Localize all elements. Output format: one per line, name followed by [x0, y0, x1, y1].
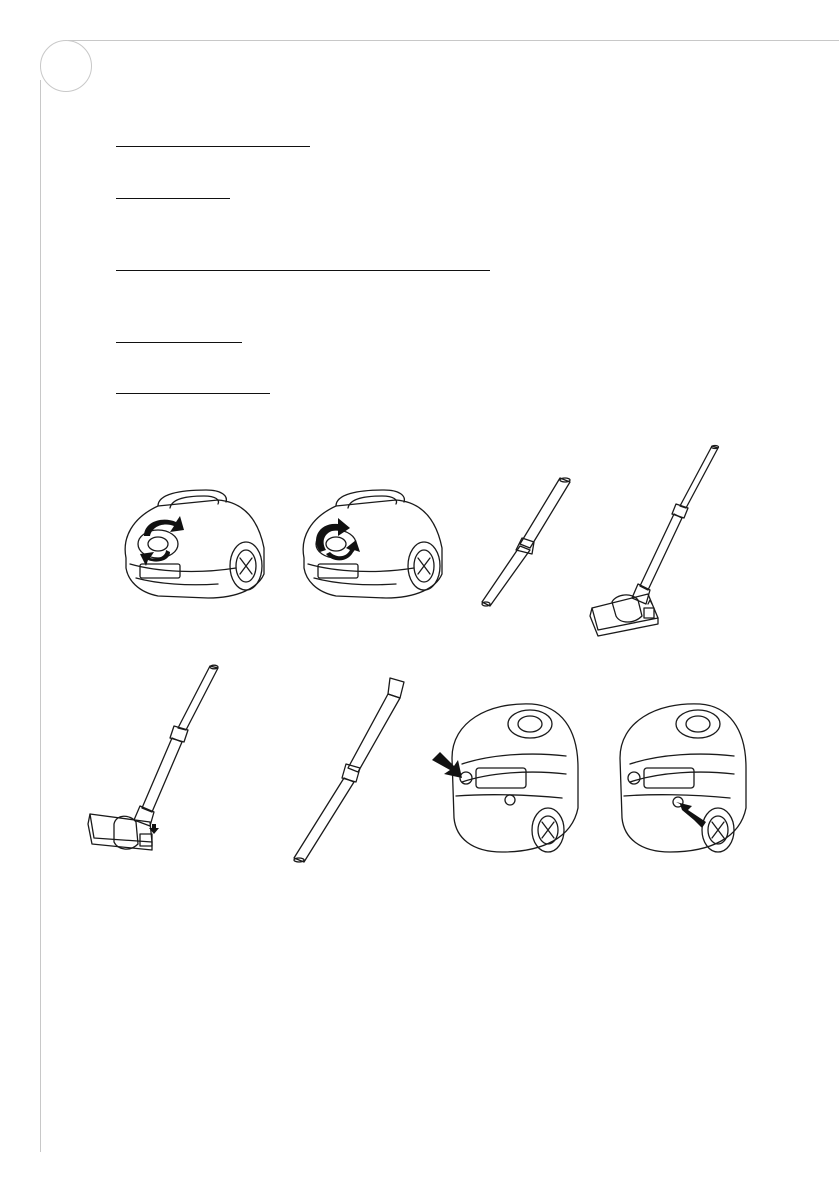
power-button-icon [432, 698, 580, 854]
page-number-badge [40, 40, 92, 92]
section-heading-5 [116, 393, 270, 394]
tube-with-floor-brush-icon [588, 444, 728, 640]
tube-with-crevice-nozzle-icon [292, 676, 412, 866]
cord-rewind-button-icon [612, 698, 760, 854]
section-heading-3 [116, 270, 490, 271]
vacuum-lid-close-icon [296, 488, 446, 600]
section-heading-1 [116, 146, 310, 147]
section-heading-2 [116, 198, 230, 199]
page-frame-top [68, 40, 839, 41]
floor-brush-pedal-icon [86, 664, 226, 868]
telescopic-tube-icon [480, 476, 576, 608]
vacuum-lid-open-icon [118, 488, 268, 600]
page-frame-left [40, 80, 41, 1152]
section-heading-4 [116, 342, 242, 343]
